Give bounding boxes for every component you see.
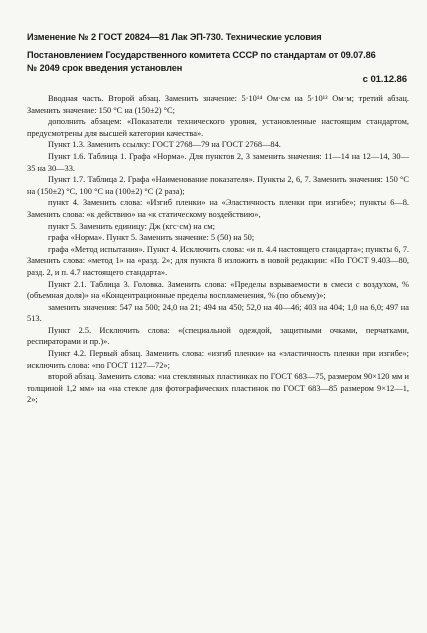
paragraph: дополнить абзацем: «Показатели технического уровня, установленные настоящим стандартом, предусмотрены для высшей категории качества».: [27, 117, 409, 138]
effective-date: с 01.12.86: [362, 74, 407, 86]
paragraph: заменить значения: 547 на 500; 24,0 на 21; 494 на 450; 52,0 на 40—46; 403 на 404; 1,0 на 6,0; 497 на 513.: [27, 302, 409, 324]
document-title: Изменение № 2 ГОСТ 20824—81 Лак ЭП-730. Технические условия: [27, 32, 322, 42]
paragraph: Пункт 1.7. Таблица 2. Графа «Наименование показателя». Пункты 2, 6, 7. Заменить значения: 150 °С на (150±2) °С, 100 °С на (100±2) °С (2 раза);: [27, 175, 409, 196]
paragraph: Пункт 4.2. Первый абзац. Заменить слова: «изгиб пленки» на «эластичность пленки при изгибе»; исключить слова: «по ГОСТ 1127—72»;: [27, 349, 409, 370]
paragraph: Пункт 2.1. Таблица 3. Головка. Заменить слова: «Пределы взрываемости в смеси с воздухом, % (объемная доля)» на «Концентрационные пределы воспламенения, % (по объему)»;: [27, 279, 409, 301]
paragraph: пункт 4. Заменить слова: «Изгиб пленки» на «Эластичность пленки при изгибе»; пункты 6—8. Заменить слова: «к действию» на «к статическому воздействию»,: [27, 198, 409, 219]
paragraph: графа «Норма». Пункт 5. Заменить значение: 5 (50) на 50;: [48, 233, 255, 243]
paragraph: Пункт 1.3. Заменить ссылку: ГОСТ 2768—79 на ГОСТ 2768—84.: [48, 140, 281, 150]
document-header: [27, 31, 407, 87]
paragraph: графа «Метод испытания». Пункт 4. Исключить слова: «и п. 4.4 настоящего стандарта»; пункты 6, 7. Заменить слова: «метод 1» на «разд. 2»; для пункта 8 изложить в новой редакции: «По ГОСТ 9.403—80, разд. 2, и п. 4.7 настоящего стандарта».: [27, 244, 409, 277]
approval-line-2: № 2049 срок введения установлен: [27, 62, 183, 73]
paragraph: Пункт 1.6. Таблица 1. Графа «Норма». Для пунктов 2, 3 заменить значения: 11—14 на 12—14, 30—35 на 30—33.: [27, 151, 409, 173]
paragraph: второй абзац. Заменить слова: «на стеклянных пластинках по ГОСТ 683—75, размером 90×120 мм и толщиной 1,2 мм» на «на стекле для фотографических пластинок по ГОСТ 683—85 размером 9×12—1, 2»;: [27, 372, 409, 405]
paragraph: пункт 5. Заменить единицу: Дж (кгс·см) на см;: [48, 221, 215, 231]
approval-line-1: Постановлением Государственного комитета СССР по стандартам от 09.07.86: [27, 50, 376, 61]
paragraph: Вводная часть. Второй абзац. Заменить значение: 5·10¹⁴ Ом·см на 5·10¹² Ом·м; третий абзац. Заменить значение: 150 °С на (150±2) °С;: [27, 94, 409, 115]
paragraph: Пункт 2.5. Исключить слова: «(специальной одеждой, защитными очками, перчатками, респираторами и пр.)».: [27, 325, 409, 347]
document-body: [27, 93, 409, 406]
